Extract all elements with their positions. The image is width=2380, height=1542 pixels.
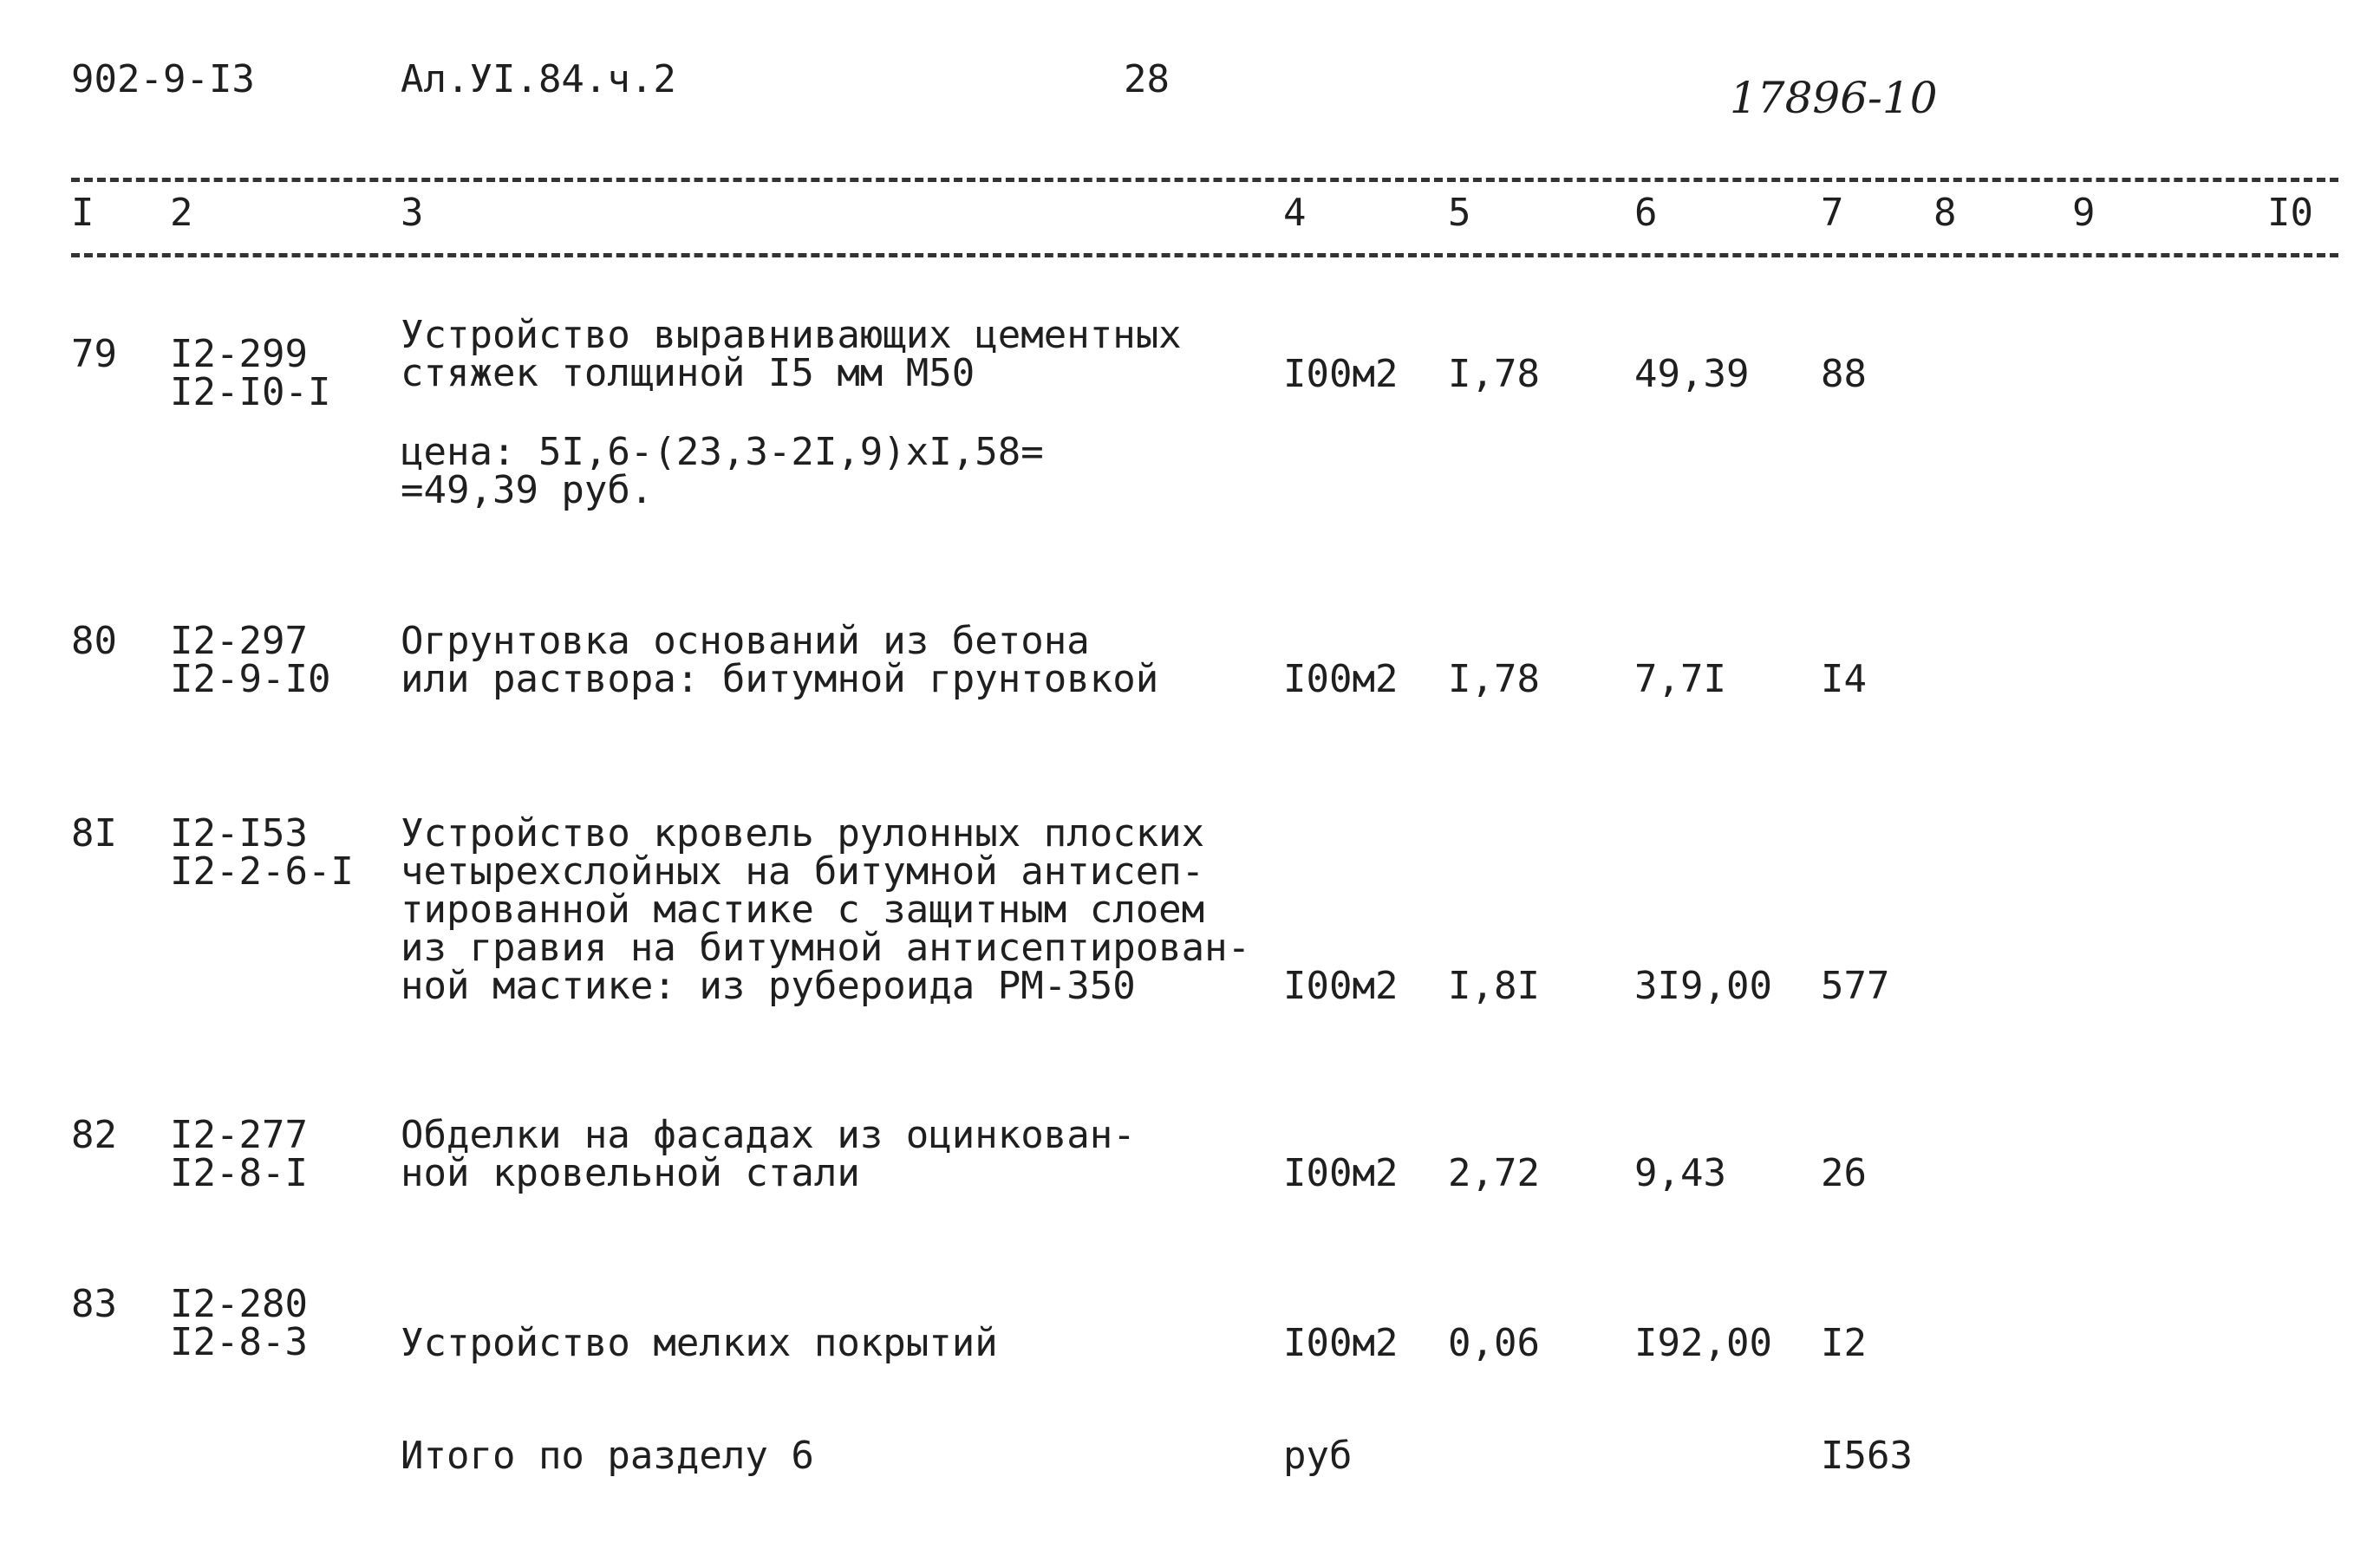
page-number: 28 [1124,57,1170,101]
header-top-rule [71,178,2338,182]
column-header-9: 9 [2072,191,2096,235]
price-codes: I2-277 I2-8-I [170,1113,308,1195]
row-number: 83 [71,1282,117,1326]
quantity: I,78 [1448,352,1540,396]
row-number: 82 [71,1113,117,1157]
column-header-1: I [71,191,95,235]
unit: I00м2 [1283,1151,1399,1195]
unit-price: 7,7I [1634,657,1726,701]
column-header-8: 8 [1933,191,1957,235]
quantity: 0,06 [1448,1321,1540,1365]
handwritten-number: 17896-10 [1730,73,1938,123]
total-cost: 577 [1821,964,1890,1008]
column-header-5: 5 [1448,191,1471,235]
album-reference: Ал.УI.84.ч.2 [401,57,676,101]
summary-label: Итого по разделу 6 [401,1434,814,1478]
quantity: 2,72 [1448,1151,1540,1195]
summary-total: I563 [1821,1434,1913,1478]
total-cost: 88 [1821,352,1867,396]
unit-price: 3I9,00 [1634,964,1772,1008]
work-description: Устройство выравнивающих цементных стяжек толщиной I5 мм M50 [401,313,1182,395]
work-description: Устройство кровель рулонных плоских четырехслойных на битумной антисеп- тированной мастике с защитным слоем из гравия на битумной антисептирован- ной мастике: из рубероида РМ-350 [401,811,1251,1008]
total-cost: I2 [1821,1321,1867,1365]
summary-unit: руб [1283,1434,1353,1478]
work-description: Обделки на фасадах из оцинкован- ной кровельной стали [401,1113,1136,1195]
row-number: 8I [71,811,117,856]
column-header-2: 2 [170,191,193,235]
column-header-10: I0 [2267,191,2313,235]
unit-price: 49,39 [1634,352,1750,396]
work-description: Устройство мелких покрытий [401,1321,998,1365]
unit: I00м2 [1283,352,1399,396]
document-code: 902-9-I3 [71,57,255,101]
row-number: 80 [71,619,117,663]
column-header-3: 3 [401,191,424,235]
price-codes: I2-297 I2-9-I0 [170,619,331,701]
column-header-6: 6 [1634,191,1658,235]
price-codes: I2-280 I2-8-3 [170,1282,308,1364]
unit-price: I92,00 [1634,1321,1772,1365]
header-bottom-rule [71,253,2338,257]
row-number: 79 [71,332,117,376]
column-header-4: 4 [1283,191,1307,235]
price-codes: I2-299 I2-I0-I [170,332,331,414]
total-cost: I4 [1821,657,1867,701]
column-header-7: 7 [1821,191,1844,235]
unit: I00м2 [1283,1321,1399,1365]
unit-price: 9,43 [1634,1151,1726,1195]
price-calculation-note: цена: 5I,6-(23,3-2I,9)xI,58= =49,39 руб. [401,430,1044,512]
quantity: I,8I [1448,964,1540,1008]
price-codes: I2-I53 I2-2-6-I [170,811,354,894]
total-cost: 26 [1821,1151,1867,1195]
unit: I00м2 [1283,964,1399,1008]
quantity: I,78 [1448,657,1540,701]
unit: I00м2 [1283,657,1399,701]
work-description: Огрунтовка оснований из бетона или раствора: битумной грунтовкой [401,619,1159,701]
